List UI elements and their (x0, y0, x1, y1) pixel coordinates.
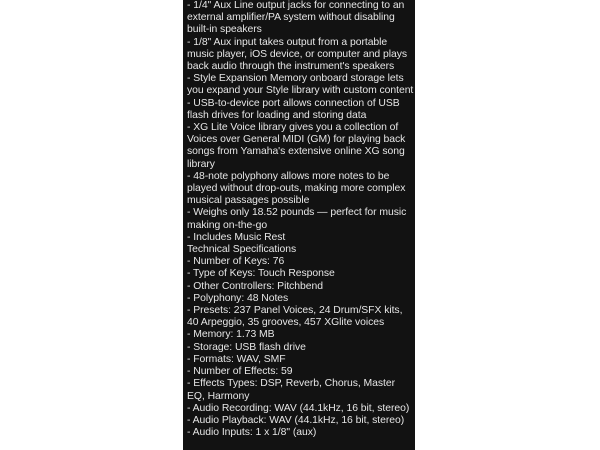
spec-effects-types: - Effects Types: DSP, Reverb, Chorus, Master EQ, Harmony (187, 378, 396, 402)
spec-audio-inputs: - Audio Inputs: 1 x 1/8" (aux) (187, 427, 317, 439)
spec-presets: - Presets: 237 Panel Voices, 24 Drum/SFX kits, 40 Arpeggio, 35 grooves, 457 XGlite voices (187, 305, 403, 329)
feature-xg-lite-voice-library: - XG Lite Voice library gives you a collection of Voices over General MIDI (GM) for playing back songs from Yamaha's extensive online XG song library (187, 122, 406, 170)
spec-number-of-effects: - Number of Effects: 59 (187, 366, 293, 378)
spec-storage: - Storage: USB flash drive (187, 341, 306, 353)
product-description-panel (183, 0, 415, 450)
feature-polyphony: - 48-note polyphony allows more notes to be played without drop-outs, making more complex musical passages possible (187, 170, 406, 207)
spec-audio-playback: - Audio Playback: WAV (44.1kHz, 16 bit, stereo) (187, 414, 405, 426)
feature-style-expansion-memory: - Style Expansion Memory onboard storage lets you expand your Style library with custom content (187, 73, 414, 97)
feature-spec-list (187, 0, 415, 439)
spec-formats: - Formats: WAV, SMF (187, 353, 286, 365)
tech-specs-heading: Technical Specifications (187, 244, 297, 256)
feature-usb-to-device: - USB-to-device port allows connection of USB flash drives for loading and storing data (187, 97, 400, 121)
feature-music-rest: - Includes Music Rest (187, 231, 286, 243)
spec-polyphony: - Polyphony: 48 Notes (187, 292, 289, 304)
spec-number-of-keys: - Number of Keys: 76 (187, 256, 285, 268)
spec-type-of-keys: - Type of Keys: Touch Response (187, 268, 335, 280)
spec-other-controllers: - Other Controllers: Pitchbend (187, 280, 323, 292)
feature-aux-input: - 1/8" Aux input takes output from a portable music player, iOS device, or computer and plays back audio through the instrument's speakers (187, 36, 407, 73)
feature-weight: - Weighs only 18.52 pounds — perfect for music making on-the-go (187, 207, 407, 231)
spec-audio-recording: - Audio Recording: WAV (44.1kHz, 16 bit, stereo) (187, 402, 410, 414)
spec-memory: - Memory: 1.73 MB (187, 329, 275, 341)
feature-aux-line-output: - 1/4" Aux Line output jacks for connecting to an external amplifier/PA system without disabling built-in speakers (187, 0, 405, 36)
